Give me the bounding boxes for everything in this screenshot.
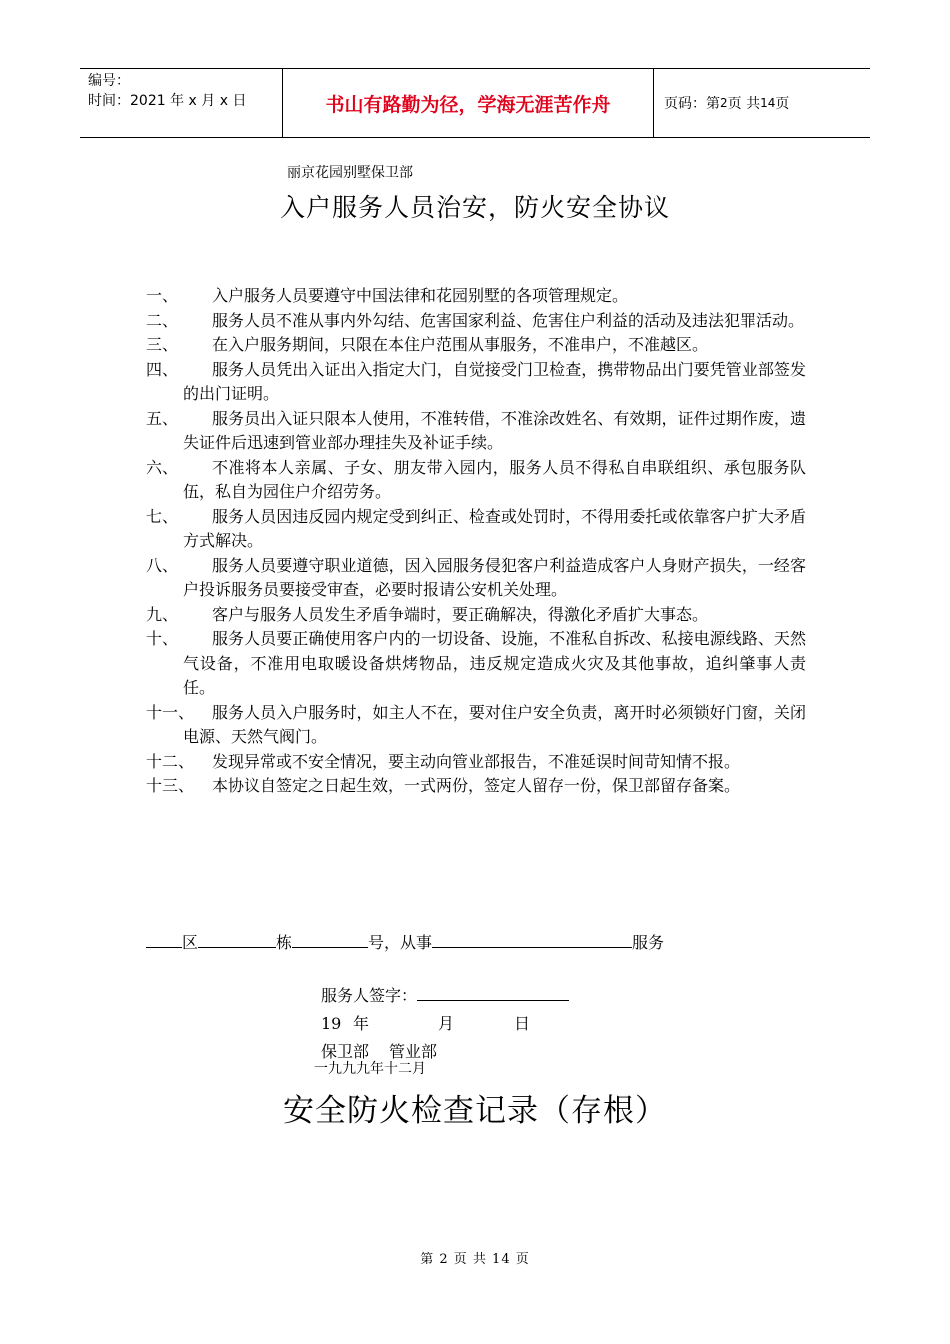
agreement-item: [146, 603, 806, 628]
organization-name: 丽京花园别墅保卫部: [287, 165, 413, 181]
item-number: 十、: [146, 629, 179, 648]
number-label: 号，从事: [368, 933, 433, 952]
month-label: 月: [438, 1014, 455, 1033]
agreement-item: [146, 774, 806, 799]
signature-block: [321, 982, 569, 1066]
agreement-item: [146, 309, 806, 334]
header-time-label: 时间：2021 年 x 月 x 日: [88, 93, 247, 109]
item-text: 服务人员凭出入证出入指定大门，自觉接受门卫检查，携带物品出门要凭管业部签发的出门证明。: [183, 359, 806, 403]
item-number: 四、: [146, 359, 179, 379]
page-total: 14: [760, 96, 776, 110]
building-blank[interactable]: [198, 931, 276, 948]
day-label: 日: [514, 1014, 531, 1033]
agreement-item: [146, 333, 806, 358]
district-blank[interactable]: [146, 931, 182, 948]
item-text: 客户与服务人员发生矛盾争端时，要正确解决，得激化矛盾扩大事态。: [212, 604, 709, 624]
item-text: 服务人员因违反园内规定受到纠正、检查或处罚时，不得用委托或依靠客户扩大矛盾方式解决。: [183, 506, 806, 550]
item-number: 三、: [146, 335, 179, 354]
dept-management: 管业部: [389, 1042, 438, 1061]
page-mid: 页 共: [727, 96, 761, 112]
item-number: 五、: [146, 408, 179, 428]
signature-date-line: [321, 1010, 569, 1038]
item-text: 不准将本人亲属、子女、朋友带入园内，服务人员不得私自串联组织、承包服务队伍，私自为园住户介绍劳务。: [183, 457, 806, 501]
record-title: 安全防火检查记录（存根）: [283, 1093, 667, 1129]
item-text: 本协议自签定之日起生效，一式两份，签定人留存一份，保卫部留存备案。: [212, 776, 741, 795]
service-fill-line: [146, 930, 664, 953]
service-blank[interactable]: [432, 931, 632, 948]
item-text: 发现异常或不安全情况，要主动向管业部报告，不准延误时间苛知情不报。: [212, 751, 741, 771]
agreement-item: [146, 358, 806, 407]
item-text: 服务人员要遵守职业道德，因入园服务侵犯客户利益造成客户人身财产损失，一经客户投诉服务员要接受审查，必要时报请公安机关处理。: [183, 555, 806, 599]
document-date: 一九九九年十二月: [314, 1061, 426, 1077]
header-motto: 书山有路勤为径，学海无涯苦作舟: [282, 69, 654, 137]
agreement-item: [146, 456, 806, 505]
item-number: 十二、: [146, 751, 195, 771]
item-text: 服务人员入户服务时，如主人不在，要对住户安全负责，离开时必须锁好门窗，关闭电源、天然气阀门。: [183, 702, 806, 746]
page-suffix: 页: [775, 96, 790, 112]
header-meta: [88, 71, 278, 111]
item-number: 十三、: [146, 776, 195, 795]
page-current: 2: [720, 96, 728, 110]
item-number: 九、: [146, 604, 179, 624]
agreement-item: [146, 750, 806, 775]
building-label: 栋: [276, 933, 293, 952]
year-label: 年: [353, 1014, 370, 1033]
signature-blank[interactable]: [417, 984, 569, 1001]
header-number-label: 编号：: [88, 73, 130, 89]
agreement-item: [146, 701, 806, 750]
item-text: 服务人员要正确使用客户内的一切设备、设施，不准私自拆改、私接电源线路、天然气设备，不准用电取暖设备烘烤物品，违反规定造成火灾及其他事故，追纠肇事人责任。: [183, 629, 806, 697]
item-number: 二、: [146, 310, 179, 330]
item-number: 十一、: [146, 702, 195, 722]
page-footer: 第 2 页 共 14 页: [420, 1252, 530, 1267]
agreement-item: [146, 284, 806, 309]
district-label: 区: [182, 933, 199, 952]
service-label: 服务: [632, 933, 665, 952]
year-prefix: 19: [321, 1014, 342, 1033]
signature-label: 服务人签字：: [321, 986, 418, 1005]
page-header: [80, 68, 870, 138]
item-text: 服务员出入证只限本人使用，不准转借，不准涂改姓名、有效期，证件过期作废，遗失证件后迅速到管业部办理挂失及补证手续。: [183, 408, 806, 452]
item-number: 六、: [146, 457, 179, 477]
item-text: 在入户服务期间，只限在本住户范围从事服务，不准串户，不准越区。: [212, 335, 709, 354]
header-page-info: [664, 69, 789, 137]
document-title: 入户服务人员治安，防火安全协议: [279, 193, 670, 222]
number-blank[interactable]: [292, 931, 368, 948]
item-number: 七、: [146, 506, 179, 526]
dept-security: 保卫部: [321, 1042, 370, 1061]
item-text: 入户服务人员要遵守中国法律和花园别墅的各项管理规定。: [212, 286, 629, 305]
agreement-item: [146, 554, 806, 603]
item-number: 一、: [146, 286, 179, 305]
agreement-item: [146, 627, 806, 701]
item-number: 八、: [146, 555, 179, 575]
agreement-item: [146, 407, 806, 456]
agreement-item: [146, 505, 806, 554]
agreement-items: [146, 284, 806, 799]
item-text: 服务人员不准从事内外勾结、危害国家利益、危害住户利益的活动及违法犯罪活动。: [212, 310, 805, 330]
page-prefix: 页码：第: [664, 96, 720, 112]
